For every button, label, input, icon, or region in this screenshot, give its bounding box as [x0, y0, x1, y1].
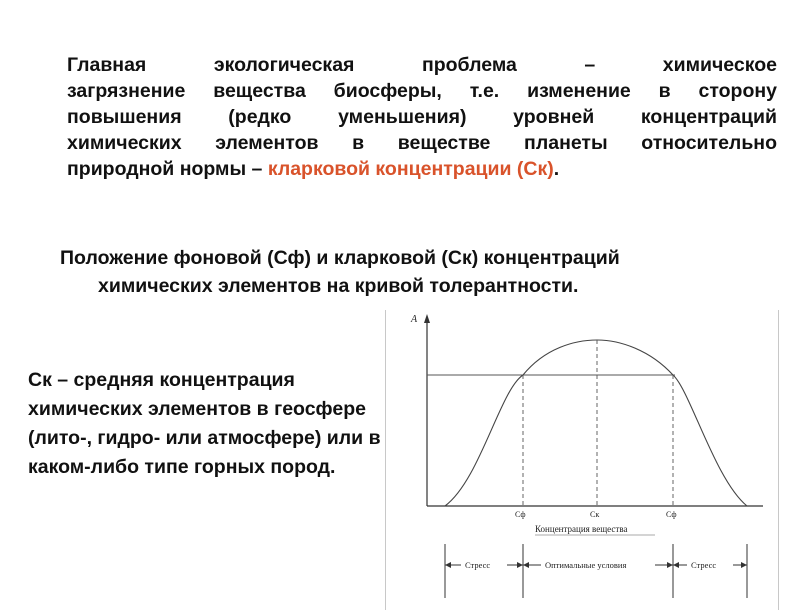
y-axis-arrow [424, 314, 430, 323]
paragraph-line-5-end: . [553, 158, 560, 180]
paragraph-line-5 [67, 156, 777, 182]
tolerance-curve-diagram [385, 310, 777, 600]
y-axis-label: А [411, 314, 418, 325]
zone-arrow-left-1 [445, 562, 451, 568]
paragraph-line-1: Главная экологическая проблема – химическое [67, 54, 777, 76]
diagram-heading [60, 244, 780, 300]
clarke-definition: Ск – средняя концентрация химических элементов в геосфере (лито-, гидро- или атмосфере) или в каком-либо типе горных пород. [28, 369, 381, 478]
zone-label-stress-left: Стресс [465, 560, 491, 570]
tick-label-sf-right: Сф [666, 510, 677, 519]
clarke-concentration-highlight: кларковой концентрации (Ск) [267, 158, 554, 180]
zone-label-optimal: Оптимальные условия [545, 560, 627, 570]
heading-line-1: Положение фоновой (Сф) и кларковой (Ск) концентраций [60, 247, 620, 269]
paragraph-line-5-start: природной нормы – [67, 158, 268, 180]
zone-arrow-right-3 [741, 562, 747, 568]
zone-arrow-left-3 [673, 562, 679, 568]
paragraph-line-4: химических элементов в веществе планеты относительно [67, 132, 777, 154]
x-axis-label: Концентрация вещества [535, 524, 628, 534]
zone-arrow-right-1 [517, 562, 523, 568]
zone-label-stress-right: Стресс [691, 560, 717, 570]
zone-arrow-right-2 [667, 562, 673, 568]
tick-label-sf-left: Сф [515, 510, 526, 519]
paragraph-line-3: повышения (редко уменьшения) уровней концентраций [67, 106, 777, 128]
tolerance-curve [445, 340, 747, 506]
zone-arrow-left-2 [523, 562, 529, 568]
paragraph-line-2: загрязнение вещества биосферы, т.е. изменение в сторону [67, 80, 777, 102]
heading-line-2: химических элементов на кривой толерантности. [98, 275, 579, 297]
tick-label-sk: Ск [590, 510, 600, 519]
main-paragraph [67, 52, 777, 182]
